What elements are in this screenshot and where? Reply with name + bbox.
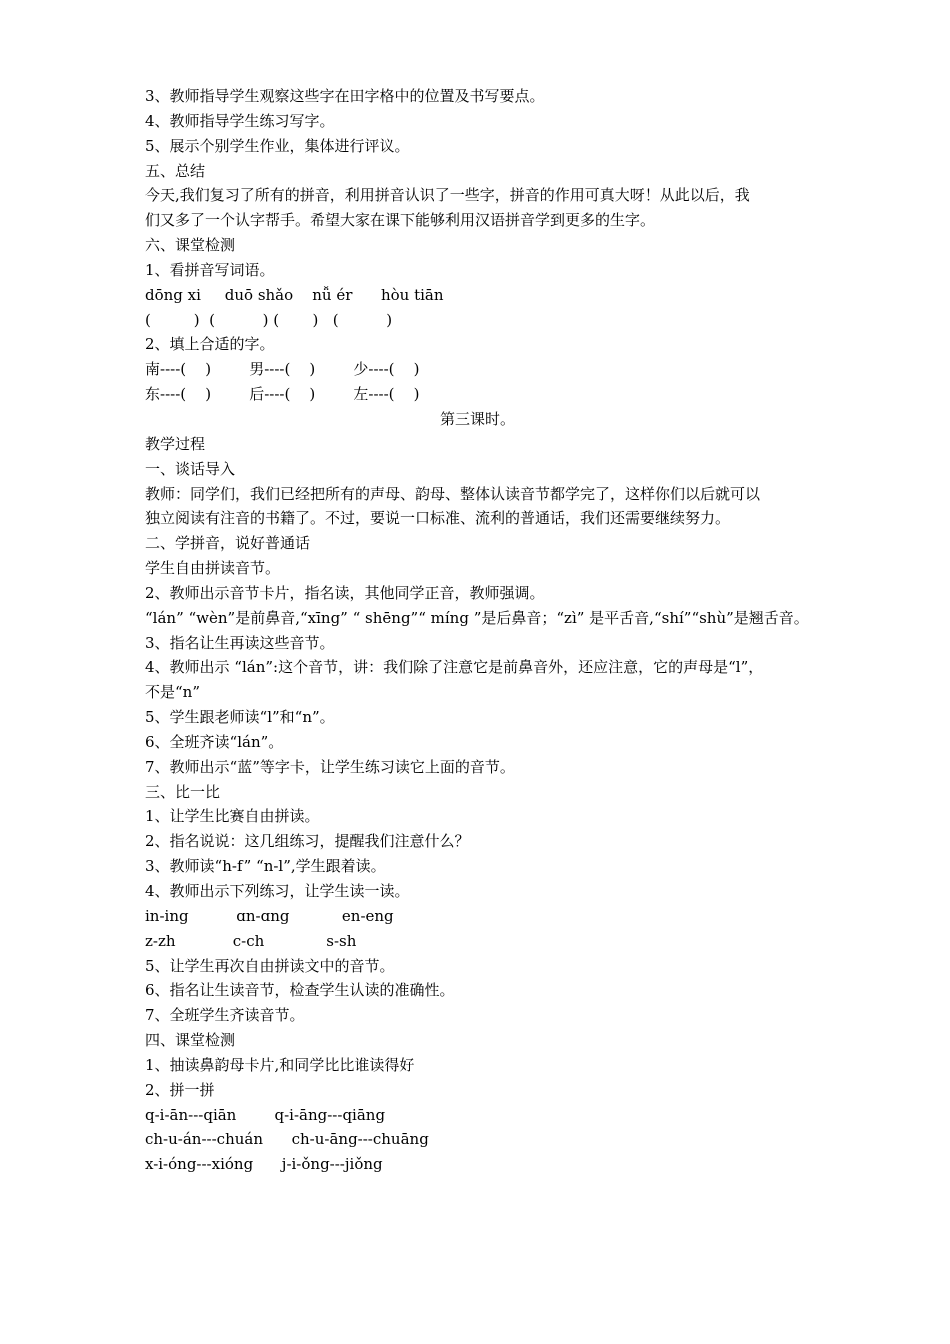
lesson-title: 第三课时。 xyxy=(439,409,515,428)
text-line: 1、抽读鼻韵母卡片,和同学比比谁读得好 xyxy=(145,1055,415,1074)
section-heading: 五、总结 xyxy=(145,161,206,180)
text-line: 不是“n” xyxy=(145,683,200,702)
section-heading: 教学过程 xyxy=(145,434,206,453)
section-heading: 四、课堂检测 xyxy=(145,1031,236,1050)
text-line: 6、指名让生读音节，检查学生认读的准确性。 xyxy=(145,981,455,1000)
practice-line: z-zh c-ch s-sh xyxy=(145,931,357,950)
text-line: 6、全班齐读“lán”。 xyxy=(145,732,284,751)
text-line: 3、教师指导学生观察这些字在田字格中的位置及书写要点。 xyxy=(145,87,545,105)
text-line: 5、让学生再次自由拼读文中的音节。 xyxy=(145,956,395,975)
text-line: 4、教师出示 “lán”:这个音节，讲：我们除了注意它是前鼻音外，还应注意，它的声母是“l”， xyxy=(145,658,764,677)
text-line: 1、看拼音写词语。 xyxy=(145,260,275,279)
text-line: 2、填上合适的字。 xyxy=(145,335,275,354)
text-line: 5、展示个别学生作业，集体进行评议。 xyxy=(145,136,410,155)
section-heading: 六、课堂检测 xyxy=(145,236,236,255)
section-heading: 三、比一比 xyxy=(145,782,221,801)
text-line: 4、教师出示下列练习，让学生读一读。 xyxy=(145,882,410,900)
text-line: 1、让学生比赛自由拼读。 xyxy=(145,807,320,826)
practice-line: in-ing ɑn-ɑng en-eng xyxy=(145,906,394,925)
text-line: 5、学生跟老师读“l”和“n”。 xyxy=(145,708,335,727)
text-line: 独立阅读有注音的书籍了。不过，要说一口标准、流利的普通话，我们还需要继续努力。 xyxy=(145,509,731,528)
blank-answer-line: ( ) ( ) ( ) ( ) xyxy=(145,310,393,329)
document-page xyxy=(145,84,810,1177)
section-heading: 一、谈话导入 xyxy=(145,459,236,478)
text-line: 2、指名说说：这几组练习，提醒我们注意什么？ xyxy=(145,832,470,851)
fill-blank-line: 南----( ) 男----( ) 少----( ) xyxy=(145,360,420,379)
pinyin-practice-line: q-i-ān---qiān q-i-āng---qiāng xyxy=(145,1105,386,1124)
text-line: 2、教师出示音节卡片，指名读，其他同学正音，教师强调。 xyxy=(145,583,545,602)
text-line: 教师：同学们，我们已经把所有的声母、韵母、整体认读音节都学完了，这样你们以后就可以 xyxy=(145,484,761,503)
text-line: 3、指名让生再读这些音节。 xyxy=(145,633,335,652)
text-line: 7、教师出示“蓝”等字卡，让学生练习读它上面的音节。 xyxy=(145,757,515,776)
text-line: 7、全班学生齐读音节。 xyxy=(145,1006,305,1025)
pinyin-practice-line: x-i-óng---xióng j-i-ǒng---jiǒng xyxy=(145,1155,383,1174)
pinyin-line: dōng xi duō shǎo nǚ ér hòu tiān xyxy=(145,285,444,304)
section-heading: 二、学拼音，说好普通话 xyxy=(145,534,311,553)
text-line: 4、教师指导学生练习写字。 xyxy=(145,111,335,130)
text-line: 学生自由拼读音节。 xyxy=(145,559,281,578)
fill-blank-line: 东----( ) 后----( ) 左----( ) xyxy=(145,385,420,404)
text-line: “lán” “wèn”是前鼻音,“xīng” “ shēng”“ míng ”是后鼻音；“zì” 是平舌音,“shí”“shù”是翘舌音。 xyxy=(145,608,809,627)
text-line: 3、教师读“h-f” “n-l”,学生跟着读。 xyxy=(145,857,386,876)
pinyin-practice-line: ch-u-án---chuán ch-u-āng---chuāng xyxy=(145,1130,429,1149)
text-line: 今天,我们复习了所有的拼音，利用拼音认识了一些字，拼音的作用可真大呀！从此以后，我 xyxy=(145,186,750,205)
text-line: 们又多了一个认字帮手。希望大家在课下能够利用汉语拼音学到更多的生字。 xyxy=(145,211,656,230)
text-line: 2、拼一拼 xyxy=(145,1080,215,1099)
